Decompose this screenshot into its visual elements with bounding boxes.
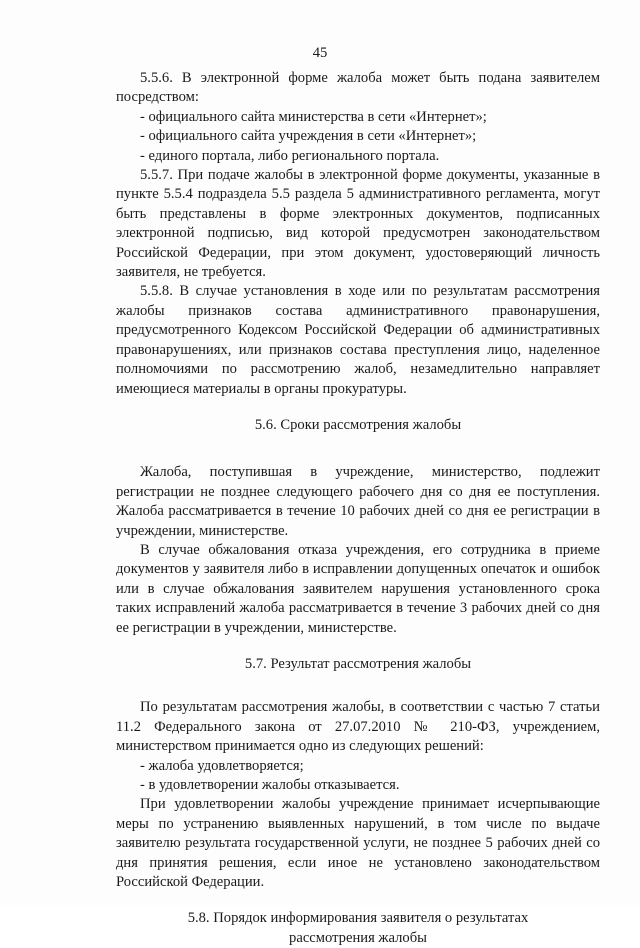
paragraph-5-5-6: 5.5.6. В электронной форме жалоба может быть подана заявителем посредством: [116, 70, 600, 106]
list-item-portal: - единого портала, либо регионального портала. [140, 147, 440, 164]
list-item-satisfied: - жалоба удовлетворяется; [140, 757, 304, 774]
paragraph-5-5-8: 5.5.8. В случае установления в ходе или по результатам рассмотрения жалобы признаков состава административного правонарушения, предусмотренного Кодексом Российской Федерации об административных правонарушениях, или признаков состава преступления лицо, наделенное полномочиями по рассмотрению жалоб, незамедлительно направляет имеющиеся материалы в органы прокуратуры. [116, 283, 600, 397]
paragraph-5-6-appeal: В случае обжалования отказа учреждения, его сотрудника в приеме документов у заявителя либо в исправлении допущенных опечаток и ошибок или в случае обжалования заявителем нарушения установленного срока таких исправлений жалоба рассматривается в течение 3 рабочих дней со дня ее регистрации в учреждении, министерстве. [116, 541, 600, 636]
list-item-refused: - в удовлетворении жалобы отказывается. [140, 777, 400, 793]
heading-5-8: 5.8. Порядок информирования заявителя о результатах рассмотрения жалобы [187, 910, 529, 946]
paragraph-5-7-measures: При удовлетворении жалобы учреждение принимает исчерпывающие меры по устранению выявленных нарушений, в том числе по выдаче заявителю результата государственной услуги, не позднее 5 рабочих дней со дня принятия решения, если иное не установлено законодательством Российской Федерации. [116, 796, 600, 891]
heading-5-6: 5.6. Сроки рассмотрения жалобы [254, 416, 462, 433]
document-body [116, 69, 600, 948]
paragraph-5-6-registration: Жалоба, поступившая в учреждение, министерство, подлежит регистрации не позднее следующего рабочего дня со дня ее поступления. Жалоба рассматривается в течение 10 рабочих дней со дня ее регистрации в учреждении, министерстве. [116, 464, 600, 539]
page-number: 45 [312, 45, 328, 61]
paragraph-5-5-7: 5.5.7. При подаче жалобы в электронной форме документы, указанные в пункте 5.5.4 подраздела 5.5 раздела 5 административного регламента, могут быть представлены в форме электронных документов, подписанных электронной подписью, вид которой предусмотрен законодательством Российской Федерации, при этом документ, удостоверяющий личность заявителя, не требуется. [116, 167, 600, 281]
list-item-ministry-site: - официального сайта министерства в сети «Интернет»; [140, 108, 487, 125]
list-item-institution-site: - официального сайта учреждения в сети «Интернет»; [140, 128, 477, 145]
paragraph-5-7-decisions: По результатам рассмотрения жалобы, в соответствии с частью 7 статьи 11.2 Федерального закона от 27.07.2010 № 210-ФЗ, учреждением, министерством принимается одно из следующих решений: [116, 699, 600, 755]
heading-5-7: 5.7. Результат рассмотрения жалобы [244, 655, 472, 672]
